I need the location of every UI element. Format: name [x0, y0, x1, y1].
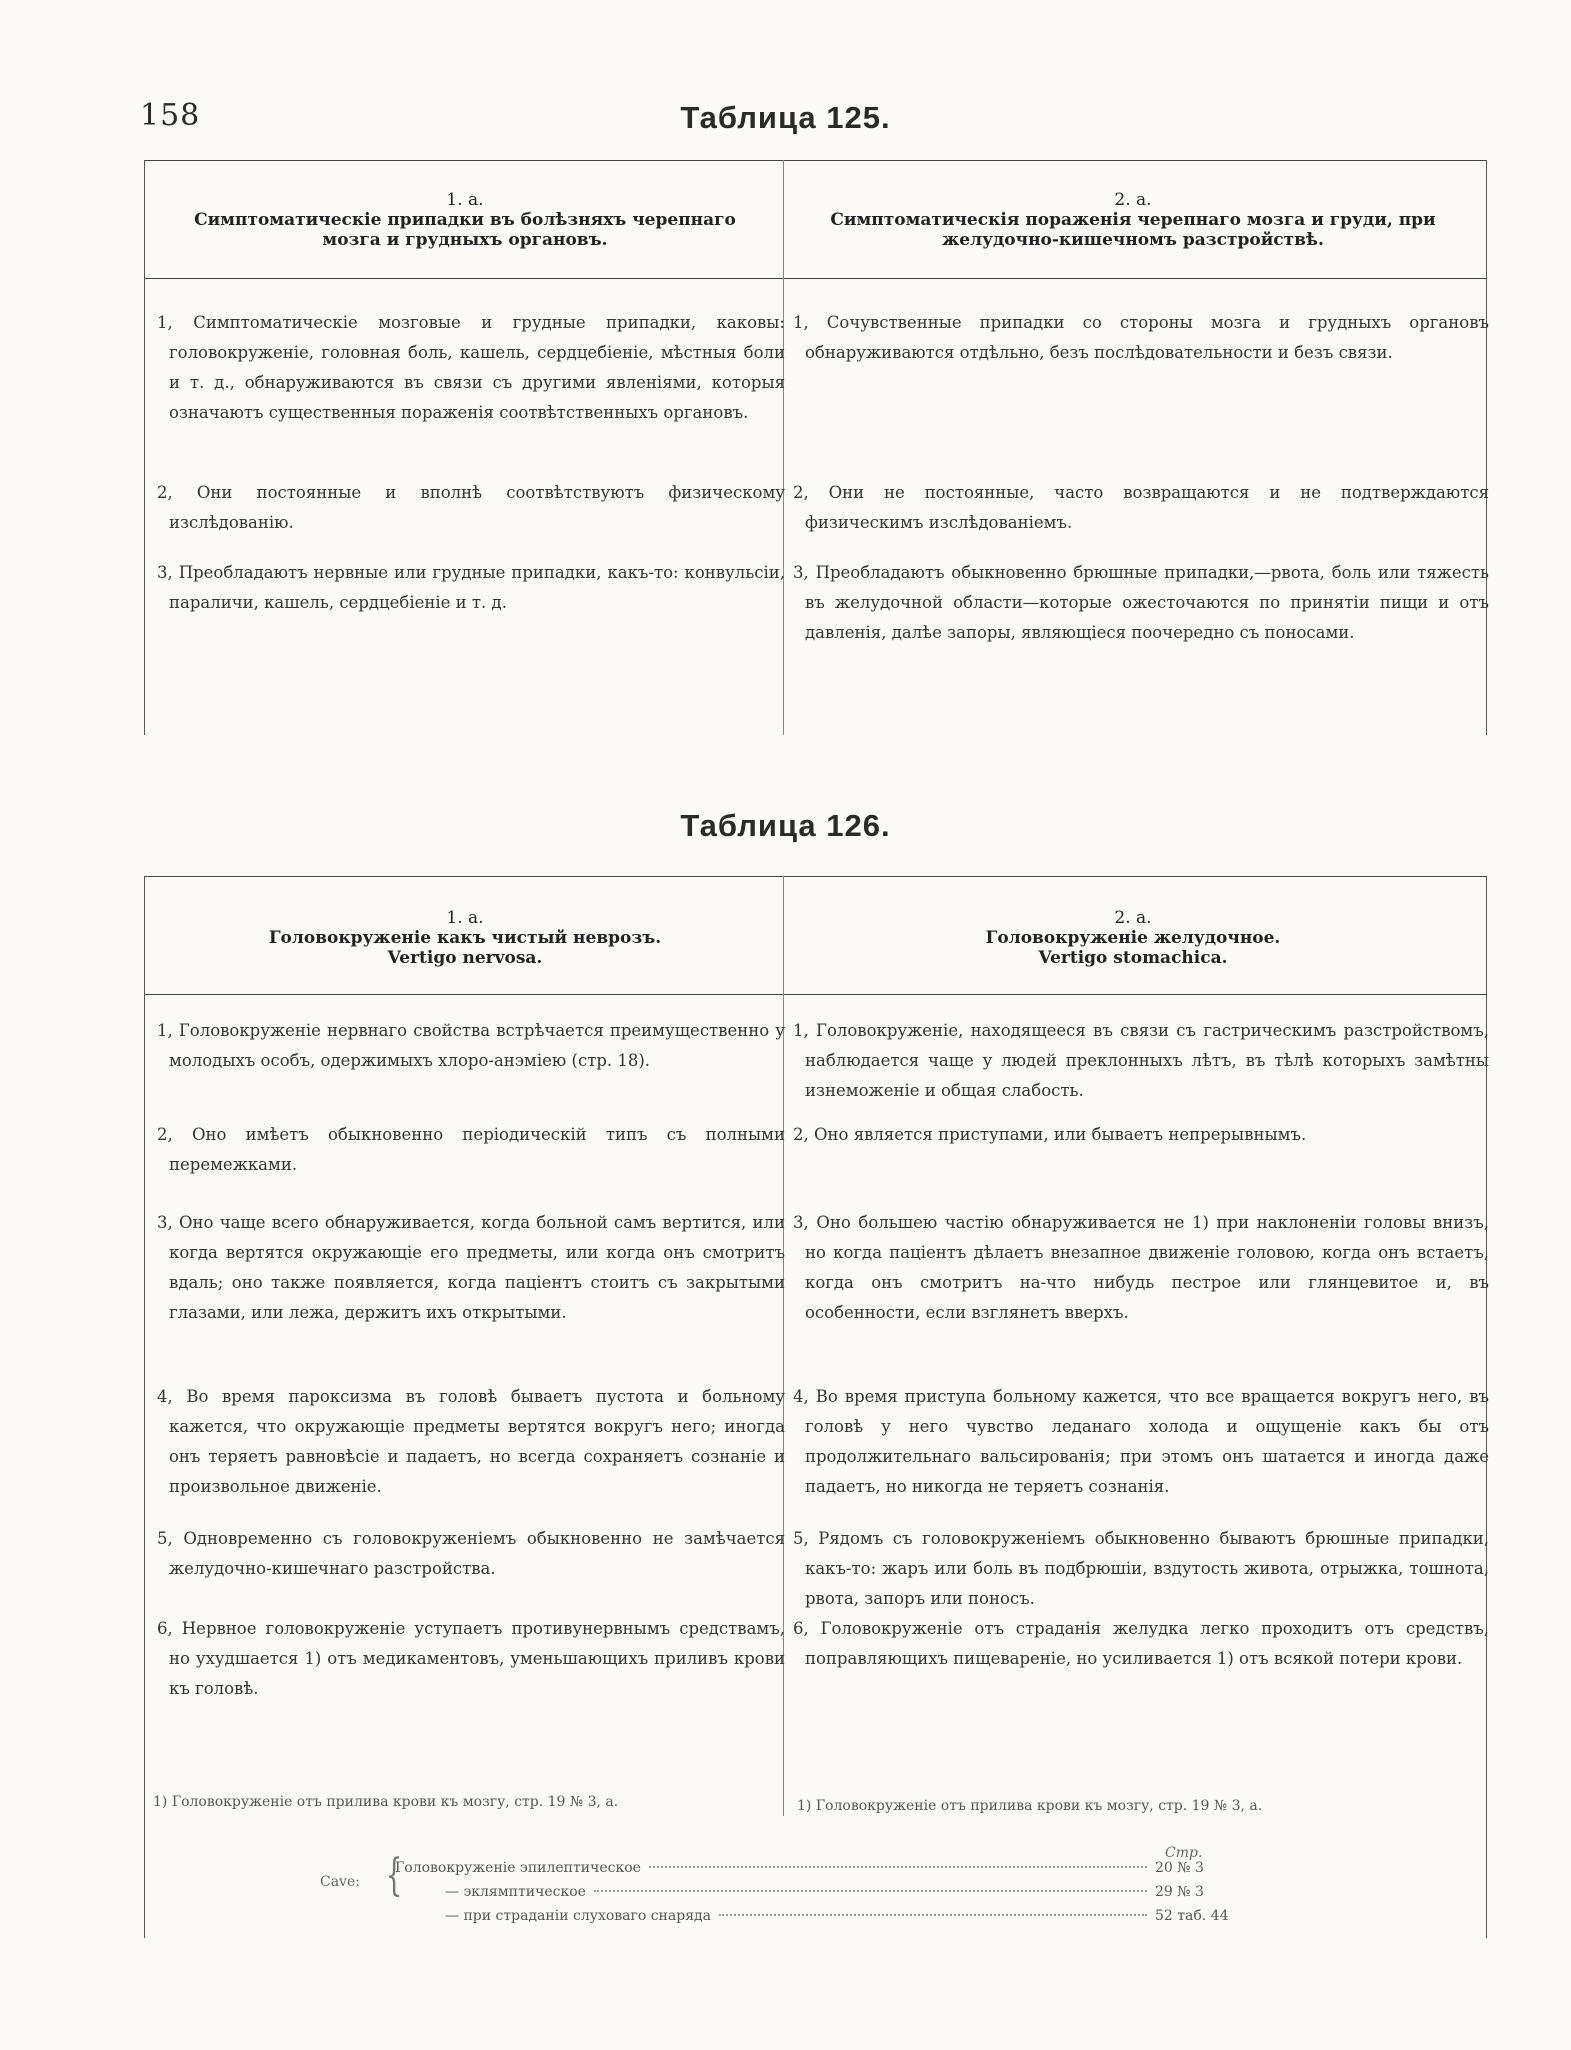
footnote-right: 1) Головокруженiе отъ прилива крови къ мозгу, стр. 19 № 3, a. [797, 1798, 1263, 1814]
column-heading-left [165, 190, 765, 250]
column-number: 2. a. [1114, 190, 1152, 210]
leader-dots [719, 1914, 1147, 1916]
table-125-left-item-1: 1, Симптоматическiе мозговые и грудные припадки, каковы: головокруженiе, головная боль, кашель, сердцебiенiе, мѣстныя боли и т. д., обнаруживаются въ связи съ другими явленiями, которыя означаютъ существенныя пораженiя соотвѣтственныхъ органовъ. [157, 313, 785, 422]
column-heading-left [165, 908, 765, 968]
cave-row [395, 1884, 1275, 1900]
header-rule [145, 278, 1486, 279]
column-title: Головокруженiе желудочное. [985, 928, 1281, 948]
table-126-right-item-3: 3, Оно большею частiю обнаруживается не 1) при наклоненiи головы внизъ, но когда пацiентъ дѣлаетъ внезапное движенiе головою, когда онъ встаетъ, когда онъ смотритъ на-что нибудь пестрое или глянцевитое и, въ особенности, если взглянетъ вверхъ. [793, 1213, 1489, 1322]
column-heading-right [803, 190, 1463, 250]
header-rule [145, 994, 1486, 995]
column-title: Симптоматическiя пораженiя черепнаго мозга и груди, при желудочно-кишечномъ разстройствѣ. [830, 210, 1436, 250]
page-number: 158 [140, 98, 201, 133]
column-title: Симптоматическiе припадки въ болѣзняхъ черепнаго мозга и грудныхъ органовъ. [194, 210, 736, 250]
table-top-rule [145, 876, 1486, 877]
table-126-right-item-6: 6, Головокруженiе отъ страданiя желудка легко проходитъ отъ средствъ, поправляющихъ пищеваренiе, но усиливается 1) отъ всякой потери крови. [793, 1619, 1489, 1668]
column-heading-right [803, 908, 1463, 968]
cave-row-ref: 29 № 3 [1155, 1884, 1204, 1900]
brace-glyph: { [385, 1850, 403, 1901]
footnote-left: 1) Головокруженiе отъ прилива крови къ мозгу, стр. 19 № 3, a. [153, 1794, 619, 1810]
cave-row [395, 1908, 1275, 1924]
table-126-left-item-6: 6, Нервное головокруженiе уступаетъ противунервнымъ средствамъ, но ухудшается 1) отъ медикаментовъ, уменьшающихъ приливъ крови къ головѣ. [157, 1619, 785, 1698]
column-number: 2. a. [1114, 908, 1152, 928]
cave-row-text: — при страданiи слуховаго снаряда [445, 1908, 711, 1924]
column-number: 1. a. [446, 190, 484, 210]
column-title: Головокруженiе какъ чистый неврозъ. [268, 928, 662, 948]
cave-row [395, 1860, 1275, 1876]
table-126-title: Таблица 126. [680, 808, 891, 843]
cave-row-ref: 20 № 3 [1155, 1860, 1204, 1876]
table-126-left-item-2: 2, Оно имѣетъ обыкновенно перiодическiй типъ съ полными перемежками. [157, 1125, 785, 1174]
cave-row-text: Головокруженiе эпилептическое [395, 1860, 641, 1876]
table-126-right-item-4: 4, Во время приступа больному кажется, что все вращается вокругъ него, въ головѣ у него чувство леданаго холода и ощущенiе какъ бы отъ продолжительнаго вальсированiя; при этомъ онъ шатается и иногда даже падаетъ, но никогда не теряетъ сознанiя. [793, 1387, 1489, 1496]
table-125-right-item-1: 1, Сочувственные припадки со стороны мозга и грудныхъ органовъ обнаруживаются отдѣльно, безъ послѣдовательности и безъ связи. [793, 313, 1489, 362]
page-ref-label: Стр. [1165, 1845, 1203, 1861]
table-125-left-item-2: 2, Они постоянные и вполнѣ соотвѣтствуютъ физическому изслѣдованiю. [157, 483, 785, 532]
column-divider [783, 160, 784, 735]
table-126-left-item-1: 1, Головокруженiе нервнаго свойства встрѣчается преимущественно у молодыхъ особъ, одержимыхъ хлоро-анэмiею (стр. 18). [157, 1021, 785, 1070]
cave-row-text: — эклямптическое [445, 1884, 586, 1900]
table-125-right-item-3: 3, Преобладаютъ обыкновенно брюшные припадки,—рвота, боль или тяжесть въ желудочной области—которые ожесточаются по принятiи пищи и отъ давленiя, далѣе запоры, являющiеся поочередно съ поносами. [793, 563, 1489, 642]
table-126-right-item-1: 1, Головокруженiе, находящееся въ связи съ гастрическимъ разстройствомъ, наблюдается чаще у людей преклонныхъ лѣтъ, въ тѣлѣ которыхъ замѣтны изнеможенiе и общая слабость. [793, 1021, 1489, 1100]
leader-dots [649, 1866, 1147, 1868]
table-125-right-item-2: 2, Они не постоянные, часто возвращаются и не подтверждаются физическимъ изслѣдованiемъ. [793, 483, 1489, 532]
table-126-left-item-4: 4, Во время пароксизма въ головѣ бываетъ пустота и больному кажется, что окружающiе предметы вертятся вокругъ него; иногда онъ теряетъ равновѣсiе и падаетъ, но всегда сохраняетъ сознанiе и произвольное движенiе. [157, 1387, 785, 1496]
table-126-right-item-5: 5, Рядомъ съ головокруженiемъ обыкновенно бываютъ брюшные припадки, какъ-то: жаръ или боль въ подбрюшiи, вздутость живота, отрыжка, тошнота, рвота, запоръ или поносъ. [793, 1529, 1489, 1608]
leader-dots [594, 1890, 1147, 1892]
table-126-left-item-5: 5, Одновременно съ головокруженiемъ обыкновенно не замѣчается желудочно-кишечнаго разстройства. [157, 1529, 785, 1578]
cave-label: Cave: [320, 1874, 360, 1890]
table-125-left-item-3: 3, Преобладаютъ нервные или грудные припадки, какъ-то: конвульсiи, параличи, кашель, сердцебiенiе и т. д. [157, 563, 785, 612]
table-top-rule [145, 160, 1486, 161]
column-subtitle: Vertigo nervosa. [387, 948, 543, 968]
column-number: 1. a. [446, 908, 484, 928]
table-125 [144, 160, 1487, 735]
cave-row-ref: 52 таб. 44 [1155, 1908, 1229, 1924]
table-126 [144, 876, 1487, 1938]
table-126-right-item-2: 2, Оно является приступами, или бываетъ непрерывнымъ. [793, 1125, 1307, 1144]
column-subtitle: Vertigo stomachica. [1038, 948, 1228, 968]
table-126-left-item-3: 3, Оно чаще всего обнаруживается, когда больной самъ вертится, или когда вертятся окружающiе его предметы, или когда онъ смотритъ вдаль; оно также появляется, когда пацiентъ стоитъ съ закрытыми глазами, или лежа, держитъ ихъ открытыми. [157, 1213, 785, 1322]
table-125-title: Таблица 125. [680, 100, 891, 135]
